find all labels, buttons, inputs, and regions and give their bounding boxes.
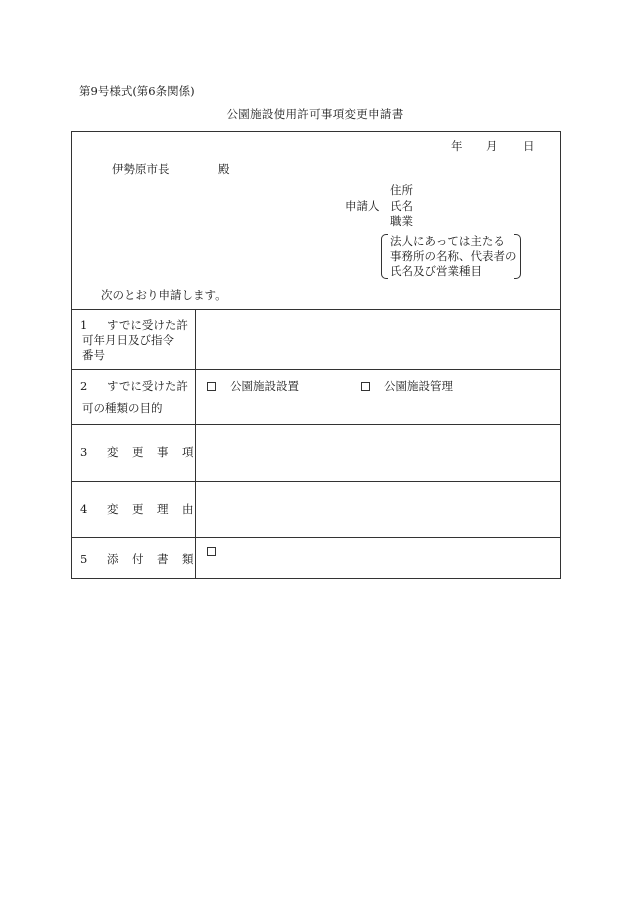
row-4-input-area[interactable] (200, 485, 555, 535)
row-1-number: 1 (80, 318, 88, 332)
row-divider (72, 369, 560, 370)
row-2-label-line: 可の種類の目的 (82, 401, 163, 415)
left-bracket (381, 234, 388, 279)
attachment-checkbox[interactable] (207, 546, 216, 558)
date-day-label: 日 (523, 139, 535, 153)
row-1-label-line: すでに受けた許 (107, 318, 188, 332)
addressee-honorific: 殿 (218, 162, 230, 176)
option-label: 公園施設設置 (230, 379, 299, 393)
right-bracket (514, 234, 521, 279)
row-4-label: 変 更 理 由 (107, 502, 195, 516)
row-divider (72, 481, 560, 482)
corporation-note-line: 法人にあっては主たる (390, 234, 505, 248)
row-1-label-line: 可年月日及び指令 (82, 333, 174, 347)
row-3-label: 変 更 事 項 (107, 445, 195, 459)
date-year-label: 年 (451, 139, 463, 153)
request-statement: 次のとおり申請します。 (101, 288, 227, 302)
row-3-number: 3 (80, 445, 88, 459)
row-4-number: 4 (80, 502, 88, 516)
applicant-label: 申請人 (345, 199, 380, 213)
row-divider (72, 537, 560, 538)
row-2-label-line: すでに受けた許 (107, 379, 188, 393)
addressee-mayor: 伊勢原市長 (112, 162, 170, 176)
row-divider (72, 309, 560, 310)
option-label: 公園施設管理 (384, 379, 453, 393)
checkbox-icon[interactable] (207, 547, 216, 556)
row-5-label: 添 付 書 類 (107, 552, 195, 566)
option-park-facility-management[interactable] (361, 381, 453, 393)
row-5-number: 5 (80, 552, 88, 566)
row-3-input-area[interactable] (200, 428, 555, 478)
corporation-note-line: 氏名及び営業種目 (390, 264, 482, 278)
applicant-name-field[interactable]: 氏名 (390, 199, 413, 213)
document-title: 公園施設使用許可事項変更申請書 (226, 107, 404, 121)
corporation-note (381, 234, 521, 278)
row-divider (72, 424, 560, 425)
applicant-occupation-field[interactable]: 職業 (390, 214, 413, 228)
row-1-input-area[interactable] (200, 314, 555, 364)
checkbox-icon[interactable] (361, 382, 370, 391)
option-park-facility-installation[interactable] (207, 381, 299, 393)
column-divider (195, 309, 196, 579)
row-2-number: 2 (80, 379, 88, 393)
checkbox-icon[interactable] (207, 382, 216, 391)
corporation-note-line: 事務所の名称、代表者の (390, 249, 517, 263)
applicant-address-field[interactable]: 住所 (390, 183, 413, 197)
date-month-label: 月 (486, 139, 498, 153)
row-1-label-line: 番号 (82, 348, 105, 362)
form-number: 第9号様式(第6条関係) (79, 84, 195, 98)
